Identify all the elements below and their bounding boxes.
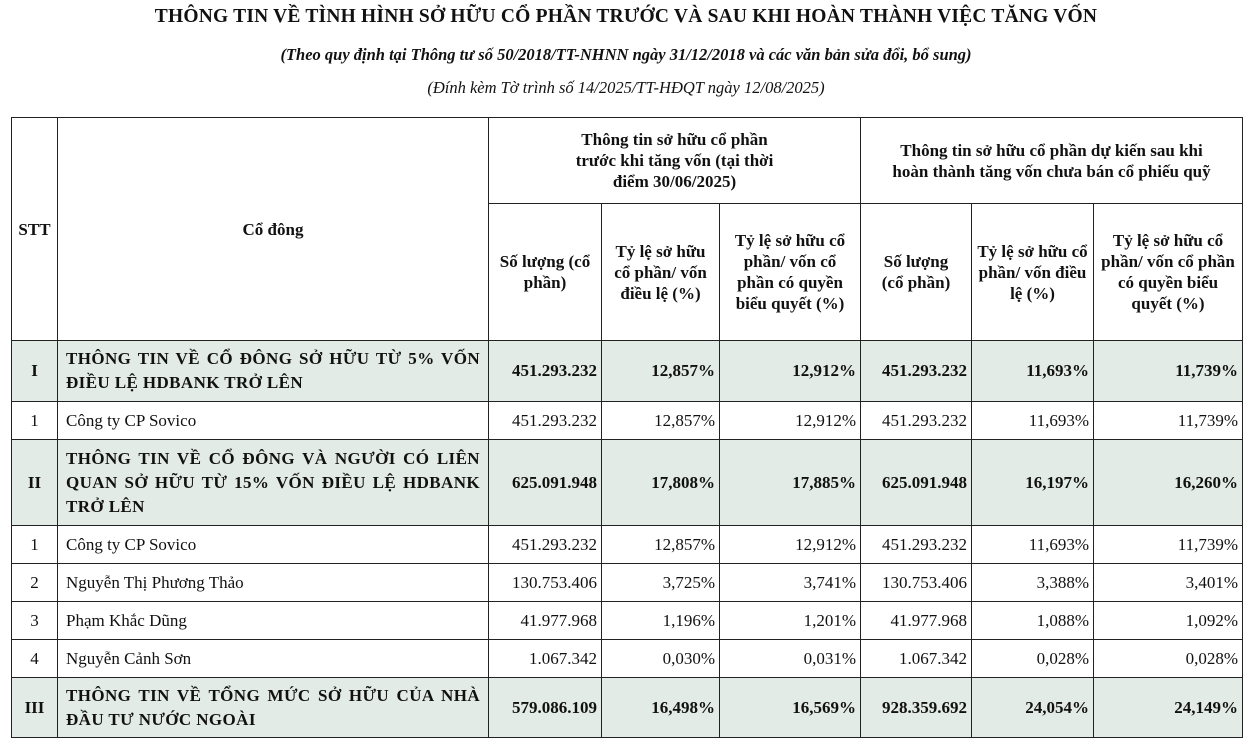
header-before-quantity: Số lượng (cổ phần) xyxy=(489,204,602,341)
row-before-ratio-voting: 3,741% xyxy=(720,564,861,602)
row-before-ratio-charter: 17,808% xyxy=(602,440,720,526)
row-before-ratio-voting: 12,912% xyxy=(720,526,861,564)
row-before-ratio-charter: 16,498% xyxy=(602,678,720,738)
table-row xyxy=(12,440,1243,526)
row-shareholder: Nguyễn Cảnh Sơn xyxy=(58,640,489,678)
row-after-ratio-voting: 1,092% xyxy=(1094,602,1243,640)
row-before-ratio-voting: 12,912% xyxy=(720,341,861,402)
row-after-ratio-charter: 11,693% xyxy=(972,341,1094,402)
row-after-ratio-charter: 11,693% xyxy=(972,402,1094,440)
row-before-ratio-voting: 12,912% xyxy=(720,402,861,440)
header-group-before: Thông tin sở hữu cổ phần trước khi tăng vốn (tại thời điểm 30/06/2025) xyxy=(489,118,861,204)
row-stt: 4 xyxy=(12,640,58,678)
row-stt: 3 xyxy=(12,602,58,640)
row-before-ratio-charter: 1,196% xyxy=(602,602,720,640)
table-row xyxy=(12,402,1243,440)
row-shareholder: Công ty CP Sovico xyxy=(58,526,489,564)
table-row xyxy=(12,564,1243,602)
row-after-ratio-voting: 24,149% xyxy=(1094,678,1243,738)
row-after-ratio-charter: 24,054% xyxy=(972,678,1094,738)
row-after-ratio-voting: 16,260% xyxy=(1094,440,1243,526)
row-after-quantity: 1.067.342 xyxy=(861,640,972,678)
ownership-table xyxy=(11,117,1243,738)
header-after-quantity: Số lượng (cổ phần) xyxy=(861,204,972,341)
row-stt: I xyxy=(12,341,58,402)
header-before-ratio-voting: Tỷ lệ sở hữu cổ phần/ vốn cổ phần có quyền biểu quyết (%) xyxy=(720,204,861,341)
table-row xyxy=(12,526,1243,564)
row-after-ratio-voting: 11,739% xyxy=(1094,526,1243,564)
row-before-ratio-voting: 1,201% xyxy=(720,602,861,640)
header-shareholder: Cổ đông xyxy=(58,118,489,341)
row-after-quantity: 928.359.692 xyxy=(861,678,972,738)
row-before-ratio-charter: 0,030% xyxy=(602,640,720,678)
row-stt: 2 xyxy=(12,564,58,602)
header-after-ratio-voting: Tỷ lệ sở hữu cổ phần/ vốn cổ phần có quyền biểu quyết (%) xyxy=(1094,204,1243,341)
row-after-ratio-voting: 0,028% xyxy=(1094,640,1243,678)
row-before-quantity: 130.753.406 xyxy=(489,564,602,602)
row-shareholder: Công ty CP Sovico xyxy=(58,402,489,440)
row-stt: III xyxy=(12,678,58,738)
row-stt: 1 xyxy=(12,526,58,564)
document-subtitle: (Theo quy định tại Thông tư số 50/2018/TT-NHNN ngày 31/12/2018 và các văn bản sửa đổi, bổ sung) xyxy=(280,45,972,64)
row-before-quantity: 579.086.109 xyxy=(489,678,602,738)
row-after-ratio-voting: 11,739% xyxy=(1094,402,1243,440)
header-group-after: Thông tin sở hữu cổ phần dự kiến sau khi hoàn thành tăng vốn chưa bán cổ phiếu quỹ xyxy=(861,118,1243,204)
table-row xyxy=(12,602,1243,640)
table-row xyxy=(12,678,1243,738)
row-before-ratio-voting: 16,569% xyxy=(720,678,861,738)
row-after-ratio-voting: 11,739% xyxy=(1094,341,1243,402)
row-after-quantity: 451.293.232 xyxy=(861,341,972,402)
table-row xyxy=(12,341,1243,402)
row-after-ratio-charter: 1,088% xyxy=(972,602,1094,640)
header-before-ratio-charter: Tỷ lệ sở hữu cổ phần/ vốn điều lệ (%) xyxy=(602,204,720,341)
row-before-quantity: 451.293.232 xyxy=(489,526,602,564)
row-after-ratio-charter: 16,197% xyxy=(972,440,1094,526)
row-before-ratio-voting: 17,885% xyxy=(720,440,861,526)
row-before-ratio-charter: 12,857% xyxy=(602,526,720,564)
row-shareholder: Phạm Khắc Dũng xyxy=(58,602,489,640)
document-title: THÔNG TIN VỀ TÌNH HÌNH SỞ HỮU CỔ PHẦN TRƯỚC VÀ SAU KHI HOÀN THÀNH VIỆC TĂNG VỐN xyxy=(154,6,1098,27)
row-before-ratio-voting: 0,031% xyxy=(720,640,861,678)
row-shareholder: THÔNG TIN VỀ CỔ ĐÔNG VÀ NGƯỜI CÓ LIÊN QUAN SỞ HỮU TỪ 15% VỐN ĐIỀU LỆ HDBANK TRỞ LÊN xyxy=(58,440,489,526)
row-after-quantity: 130.753.406 xyxy=(861,564,972,602)
table-row xyxy=(12,640,1243,678)
row-before-quantity: 1.067.342 xyxy=(489,640,602,678)
row-after-quantity: 451.293.232 xyxy=(861,402,972,440)
row-after-ratio-voting: 3,401% xyxy=(1094,564,1243,602)
header-stt: STT xyxy=(12,118,58,341)
row-before-ratio-charter: 12,857% xyxy=(602,341,720,402)
row-before-quantity: 451.293.232 xyxy=(489,402,602,440)
row-after-ratio-charter: 0,028% xyxy=(972,640,1094,678)
row-shareholder: THÔNG TIN VỀ CỔ ĐÔNG SỞ HỮU TỪ 5% VỐN ĐIỀU LỆ HDBANK TRỞ LÊN xyxy=(58,341,489,402)
row-after-quantity: 625.091.948 xyxy=(861,440,972,526)
attachment-note: (Đính kèm Tờ trình số 14/2025/TT-HĐQT ngày 12/08/2025) xyxy=(427,78,825,97)
row-after-ratio-charter: 3,388% xyxy=(972,564,1094,602)
row-before-ratio-charter: 12,857% xyxy=(602,402,720,440)
row-before-quantity: 41.977.968 xyxy=(489,602,602,640)
row-stt: 1 xyxy=(12,402,58,440)
row-stt: II xyxy=(12,440,58,526)
row-before-ratio-charter: 3,725% xyxy=(602,564,720,602)
row-shareholder: Nguyễn Thị Phương Thảo xyxy=(58,564,489,602)
row-after-quantity: 451.293.232 xyxy=(861,526,972,564)
row-before-quantity: 625.091.948 xyxy=(489,440,602,526)
row-after-ratio-charter: 11,693% xyxy=(972,526,1094,564)
header-after-ratio-charter: Tỷ lệ sở hữu cổ phần/ vốn điều lệ (%) xyxy=(972,204,1094,341)
row-shareholder: THÔNG TIN VỀ TỔNG MỨC SỞ HỮU CỦA NHÀ ĐẦU TƯ NƯỚC NGOÀI xyxy=(58,678,489,738)
row-before-quantity: 451.293.232 xyxy=(489,341,602,402)
row-after-quantity: 41.977.968 xyxy=(861,602,972,640)
